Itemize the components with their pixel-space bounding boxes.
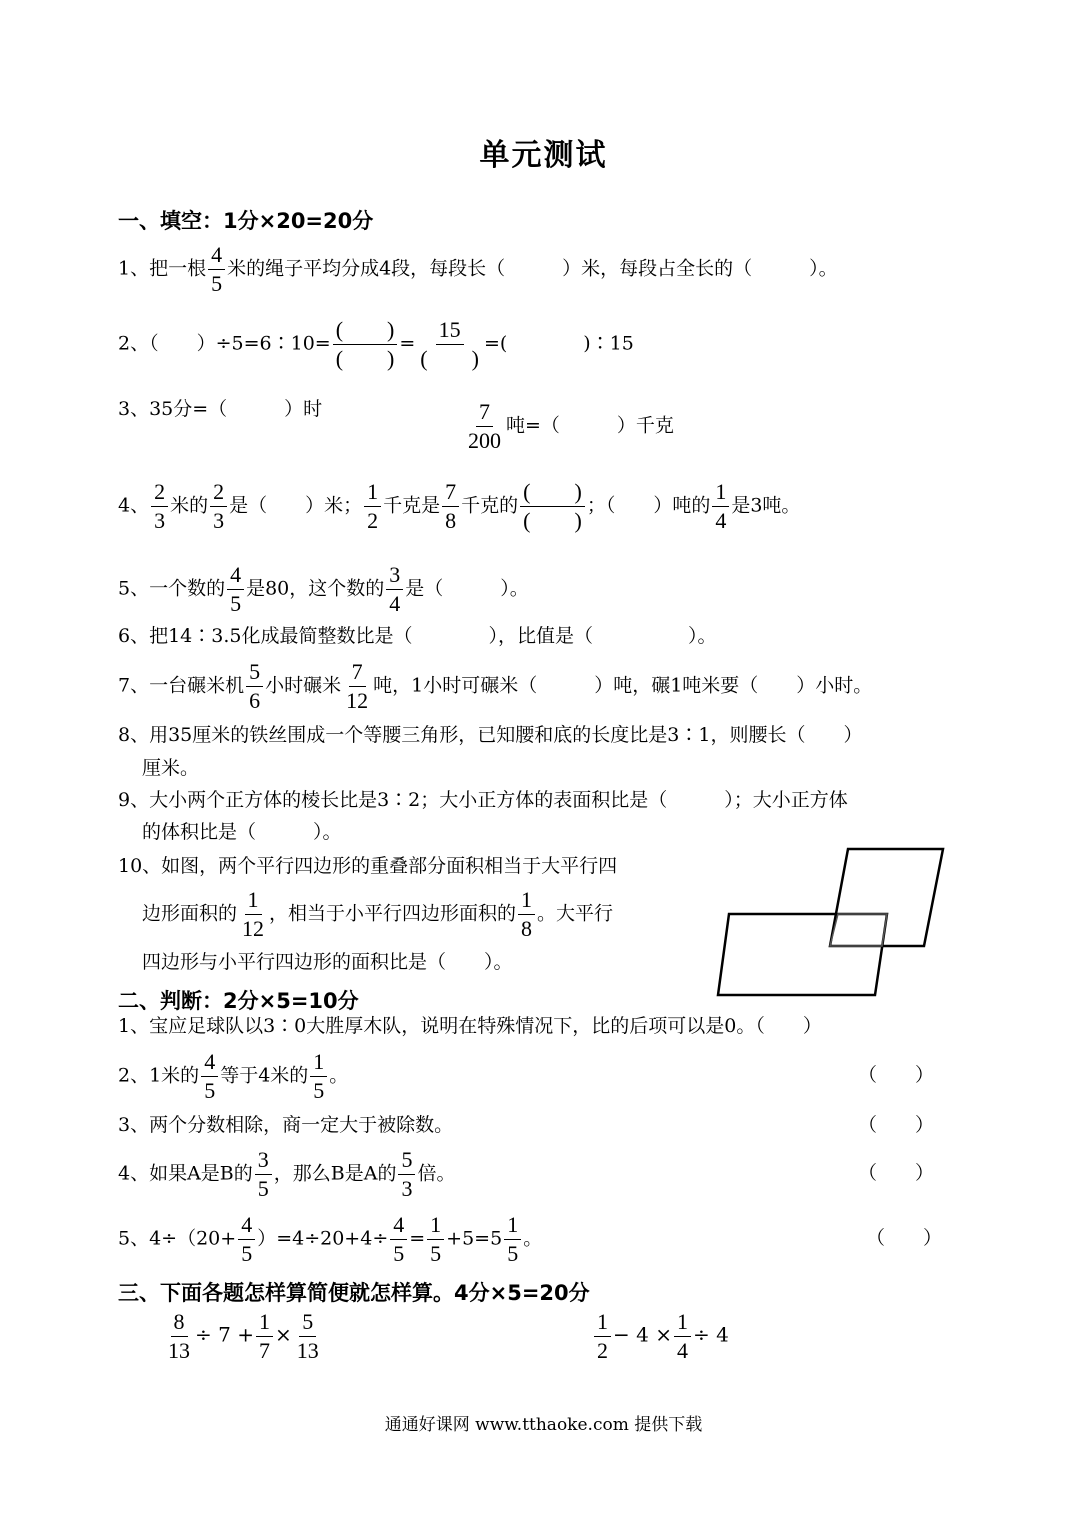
s1-question-3: 3、35分=（ ）时 (118, 398, 323, 420)
s2-q3-answer-paren: （ ） (858, 1114, 935, 1136)
fraction: 15 ( ) (420, 317, 479, 371)
parallelograms-figure (712, 842, 952, 1002)
section2-heading: 二、判断：2分×5=10分 (118, 989, 359, 1013)
fraction: $\frac{5}{3}$ (398, 1148, 415, 1201)
s2-q4-answer-paren: （ ） (858, 1162, 935, 1184)
s1-question-9-line1: 9、大小两个正方体的棱长比是3∶2；大小正方体的表面积比是（ ）；大小正方体 (118, 789, 848, 811)
fraction: $\frac{7}{200}$ (468, 399, 501, 453)
s1-question-8-line2: 厘米。 (142, 757, 200, 779)
fraction: $\frac{2}{3}$ (151, 480, 168, 533)
s2-question-3: 3、两个分数相除，商一定大于被除数。 (118, 1114, 454, 1136)
s2-question-2: 2、1米的 $\frac{4}{5}$ 等于4米的 $\frac{1}{5}$ 。 (118, 1049, 349, 1103)
s2-question-1: 1、宝应足球队以3∶0大胜厚木队，说明在特殊情况下，比的后项可以是0。（ ） (118, 1015, 822, 1037)
s2-q2-answer-paren: （ ） (858, 1064, 935, 1086)
fraction: $\frac{1}{8}$ (518, 888, 535, 941)
s2-question-5: 5、4÷（20+ $\frac{4}{5}$ ）=4÷20+4÷ $\frac{4}{5}$ = $\frac{1}{5}$ +5=5 $\frac{1}{5}$ 。 (118, 1212, 543, 1266)
fraction: $\frac{3}{5}$ (255, 1148, 272, 1201)
fraction: $\frac{7}{12}$ (346, 659, 369, 713)
s1-question-8-line1: 8、用35厘米的铁丝围成一个等腰三角形，已知腰和底的长度比是3∶1，则腰长（ ） (118, 724, 863, 746)
section3-heading: 三、下面各题怎样算简便就怎样算。4分×5=20分 (118, 1281, 590, 1305)
fraction: $\frac{1}{2}$ (594, 1310, 611, 1363)
fraction: $\frac{4}{5}$ (227, 563, 244, 616)
fraction: $\frac{7}{8}$ (442, 480, 459, 533)
fraction: ( ) ( ) (333, 318, 398, 371)
fraction: $\frac{1}{4}$ (712, 480, 729, 533)
s1-question-1: 1、把一根 $\frac{4}{5}$ 米的绳子平均分成4段，每段长（ ）米，每段占全长的（ ）。 (118, 242, 838, 296)
fraction: $\frac{1}{4}$ (674, 1310, 691, 1363)
s1-question-9-line2: 的体积比是（ ）。 (142, 821, 342, 843)
footer-credit: 通通好课网 www.tthaoke.com 提供下载 (384, 1415, 703, 1435)
s1-question-5: 5、一个数的 $\frac{4}{5}$ 是80，这个数的 $\frac{3}{4}$ 是（ ）。 (118, 562, 529, 616)
fraction: $\frac{4}{5}$ (201, 1050, 218, 1103)
fraction: $\frac{3}{4}$ (386, 563, 403, 616)
small-parallelogram (830, 849, 943, 946)
s2-question-4: 4、如果A是B的 $\frac{3}{5}$ ，那么B是A的 $\frac{5}{3}$ 倍。 (118, 1147, 456, 1201)
fraction: $\frac{4}{5}$ (390, 1213, 407, 1266)
fraction: $\frac{5}{13}$ (296, 1309, 319, 1363)
s1-question-2: 2、（ ）÷5=6∶10= ( ) ( ) = 15 ( ) =( )∶15 (118, 317, 634, 371)
fraction: $\frac{1}{5}$ (427, 1213, 444, 1266)
s1-question-7: 7、一台碾米机 $\frac{5}{6}$ 小时碾米 $\frac{7}{12}$ 吨，1小时可碾米（ ）吨，碾1吨米要（ ）小时。 (118, 659, 873, 713)
fraction: $\frac{1}{12}$ (242, 887, 265, 941)
s1-question-3-part2: $\frac{7}{200}$ 吨=（ ）千克 (463, 400, 674, 453)
fraction: $\frac{4}{5}$ (208, 243, 225, 296)
large-parallelogram (718, 914, 887, 995)
page-title: 单元测试 (479, 138, 608, 173)
s1-question-4: 4、 $\frac{2}{3}$ 米的 $\frac{2}{3}$ 是（ ）米； $\frac{1}{2}$ 千克是 $\frac{7}{8}$ 千克的 ( ) ( ) ；（ ）吨的 $\frac{1}{4}$ 是3吨。 (118, 479, 801, 533)
fraction: $\frac{5}{6}$ (246, 660, 263, 713)
s1-question-6: 6、把14∶3.5化成最简整数比是（ ），比值是（ ）。 (118, 625, 717, 647)
fraction: $\frac{2}{3}$ (210, 480, 227, 533)
fraction: ( ) ( ) (520, 480, 585, 533)
fraction: $\frac{1}{2}$ (364, 480, 381, 533)
s1-question-10-line2: 边形面积的 $\frac{1}{12}$ ，相当于小平行四边形面积的 $\frac{1}{8}$ 。大平行 (142, 887, 614, 941)
s1-question-10-line3: 四边形与小平行四边形的面积比是（ ）。 (142, 951, 513, 973)
s1-question-10-line1: 10、如图，两个平行四边形的重叠部分面积相当于大平行四 (118, 855, 618, 877)
fraction: $\frac{1}{5}$ (504, 1213, 521, 1266)
s2-q5-answer-paren: （ ） (866, 1227, 943, 1249)
section1-heading: 一、填空：1分×20=20分 (118, 209, 374, 233)
fraction: $\frac{8}{13}$ (168, 1309, 190, 1363)
s3-expression-1: $\frac{8}{13}$ ÷ 7 + $\frac{1}{7}$ × $\frac{5}{13}$ (163, 1310, 324, 1363)
fraction: $\frac{1}{7}$ (256, 1310, 273, 1363)
fraction: $\frac{1}{5}$ (310, 1050, 327, 1103)
fraction: $\frac{4}{5}$ (238, 1213, 255, 1266)
overlap-region (830, 914, 887, 946)
s3-expression-2: $\frac{1}{2}$ − 4 × $\frac{1}{4}$ ÷ 4 (592, 1310, 729, 1363)
